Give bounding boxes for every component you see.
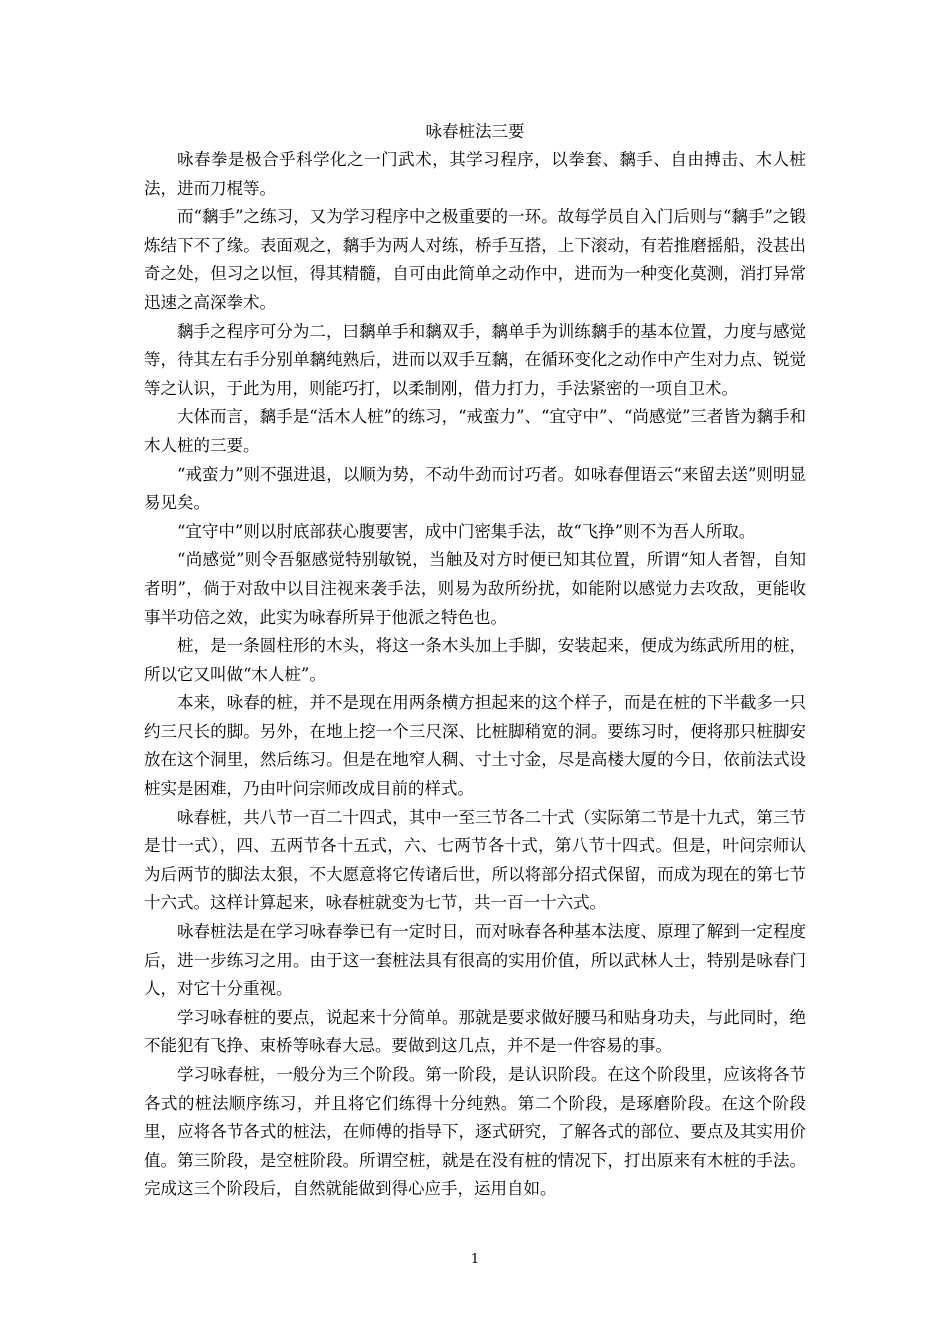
paragraph: 而“黐手”之练习，又为学习程序中之极重要的一环。故每学员自入门后则与“黐手”之锻炼结下不了缘。表面观之，黐手为两人对练，桥手互搭，上下滚动，有若推磨摇船，没甚出奇之处，但习之以恒，得其精髓，自可由此简单之动作中，进而为一种变化莫测，消打异常迅速之高深拳术。 xyxy=(144,207,806,312)
paragraph: 学习咏春桩的要点，说起来十分简单。那就是要求做好腰马和贴身功夫，与此同时，绝不能犯有飞挣、束桥等咏春大忌。要做到这几点，并不是一件容易的事。 xyxy=(144,1007,806,1056)
paragraph: 黐手之程序可分为二，曰黐单手和黐双手，黐单手为训练黐手的基本位置，力度与感觉等，待其左右手分别单黐纯熟后，进而以双手互黐，在循环变化之动作中产生对力点、锐觉等之认识，于此为用，则能巧打，以柔制刚，借力打力，手法紧密的一项自卫术。 xyxy=(144,321,806,398)
paragraph: “尚感觉”则令吾躯感觉特别敏锐，当触及对方时便已知其位置，所谓“知人者智，自知者明”，倘于对敌中以目注视来袭手法，则易为敌所纷扰，如能附以感觉力去攻敌，更能收事半功倍之效，此实为咏春所异于他派之特色也。 xyxy=(144,550,806,627)
paragraph: 学习咏春桩，一般分为三个阶段。第一阶段，是认识阶段。在这个阶段里，应该将各节各式的桩法顺序练习，并且将它们练得十分纯熟。第二个阶段，是琢磨阶段。在这个阶段里，应将各节各式的桩法，在师傅的指导下，逐式研究，了解各式的部位、要点及其实用价值。第三阶段，是空桩阶段。所谓空桩，就是在没有桩的情况下，打出原来有木桩的手法。完成这三个阶段后，自然就能做到得心应手，运用自如。 xyxy=(144,1065,806,1199)
document-title: 咏春桩法三要 xyxy=(425,122,525,141)
paragraph: “戒蛮力”则不强进退，以顺为势，不动牛劲而讨巧者。如咏春俚语云“来留去送”则明显易见矣。 xyxy=(144,464,806,513)
paragraph: 咏春桩法是在学习咏春拳已有一定时日，而对咏春各种基本法度、原理了解到一定程度后，进一步练习之用。由于这一套桩法具有很高的实用价值，所以武林人士，特别是咏春门人，对它十分重视。 xyxy=(144,922,806,999)
paragraph: 桩，是一条圆柱形的木头，将这一条木头加上手脚，安装起来，便成为练武所用的桩，所以它又叫做“木人桩”。 xyxy=(144,636,806,684)
paragraph: 咏春拳是极合乎科学化之一门武术，其学习程序，以拳套、黐手、自由搏击、木人桩法，进而刀棍等。 xyxy=(144,150,806,198)
page-number: 1 xyxy=(470,1252,480,1267)
paragraph: “宜守中”则以肘底部获心腹要害，成中门密集手法，故“飞挣”则不为吾人所取。 xyxy=(177,521,756,541)
paragraph: 咏春桩，共八节一百二十四式，其中一至三节各二十式（实际第二节是十九式，第三节是廿一式），四、五两节各十五式，六、七两节各十式，第八节十四式。但是，叶问宗师认为后两节的脚法太狠，不大愿意将它传诸后世，所以将部分招式保留，而成为现在的第七节十六式。这样计算起来，咏春桩就变为七节，共一百一十六式。 xyxy=(144,807,806,913)
paragraph: 大体而言，黐手是“活木人桩”的练习，“戒蛮力”、“宜守中”、“尚感觉”三者皆为黐手和木人桩的三要。 xyxy=(144,407,806,455)
paragraph: 本来，咏春的桩，并不是现在用两条横方担起来的这个样子，而是在桩的下半截多一只约三尺长的脚。另外，在地上挖一个三尺深、比桩脚稍宽的洞。要练习时，便将那只桩脚安放在这个洞里，然后练习。但是在地窄人稠、寸土寸金，尽是高楼大厦的今日，依前法式设桩实是困难，乃由叶问宗师改成目前的样式。 xyxy=(144,693,806,799)
document-body xyxy=(144,118,806,1204)
